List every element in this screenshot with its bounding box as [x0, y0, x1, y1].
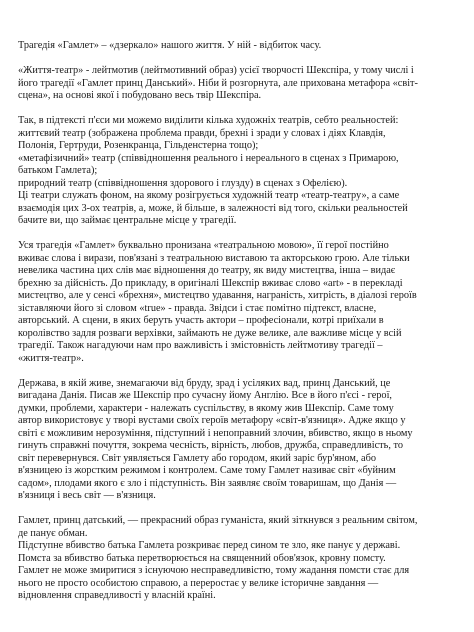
- text-line: світі є можливим нерозуміння, підступний і непоправний злочин, вбивство, якщо в ньому: [18, 427, 413, 439]
- text-line: вживає слова і вирази, пов'язані з театральною виставою та акторською грою. Але тільки: [18, 252, 410, 264]
- text-line: його трагедії «Гамлет принц Данський». Ніби й розгорнута, але прихована метафора «світ-: [18, 77, 418, 89]
- text-line: «Життя-театр» - лейтмотив (лейтмотивний образ) усієї творчості Шекспіра, у тому числі і: [18, 65, 414, 76]
- text-line: королівство задля розваги верхівки, займають не дуже велике, але важливе місце у всій: [18, 327, 402, 339]
- text-line: де панує обман.: [18, 527, 88, 539]
- text-line: автор використовує у творі вустами своїх героїв метафору «світ-в'язниця». Адже якщо у: [18, 415, 406, 426]
- text-line: думки, проблеми, характери - належать суспільству, в якому жив Шекспір. Саме тому: [18, 402, 394, 414]
- text-line: «метафізичний» театр (співвідношення реального і нереального в сценах з Примарою,: [18, 152, 399, 164]
- text-line: гинуть справжні почуття, зокрема чесність, вірність, любов, дружба, справедливість, то: [18, 440, 404, 451]
- text-line: садом», плодами якого є зло і підступність. Він заявляє своїм товаришам, що Данія —: [18, 477, 397, 489]
- paragraph-life-theatre: [18, 65, 458, 103]
- paragraph-hamlet-humanist: [18, 515, 458, 603]
- text-line: вигадана Данія. Писав же Шекспір про сучасну йому Англію. Все в його п'єсі - герої,: [18, 390, 393, 401]
- text-line: в'язницею із жорстким режимом і контролем. Саме тому Гамлет називає світ «буйним: [18, 465, 396, 476]
- text-line: нього не просто особистою справою, а переростає у велике історичне завдання —: [18, 577, 379, 589]
- paragraph-theatres: [18, 115, 458, 228]
- text-line: брехню за дійсність. До прикладу, в оригіналі Шекспір вживає слово «art» - в перекладі: [18, 277, 403, 289]
- text-line: Держава, в якій живе, знемагаючи від бруду, зрад і усіляких вад, принц Данський, це: [18, 377, 391, 389]
- document-page: [18, 40, 458, 615]
- text-line: Ці театри служать фоном, на якому розігрується художній театр «театр-театру», а саме: [18, 190, 400, 201]
- paragraph-intro: [18, 40, 458, 53]
- text-line: Полонія, Гертруди, Розенкранца, Гільденстерна тощо);: [18, 140, 259, 151]
- text-line: «життя-театр».: [18, 352, 84, 364]
- paragraph-theatrical-language: [18, 240, 458, 365]
- text-line: сцена», на основі якої і побудовано весь твір Шекспіра.: [18, 90, 262, 101]
- text-line: Гамлет не може змиритися з існуючою несправедливістю, тому жадання помсти стає для: [18, 565, 410, 576]
- text-line: відновлення справедливості у власній країні.: [18, 590, 216, 601]
- text-line: Помста за вбивство батька перетворюється на священний обов'язок, кровну помсту.: [18, 552, 386, 564]
- text-line: Уся трагедія «Гамлет» буквально пронизана «театральною мовою», її герої постійно: [18, 240, 389, 251]
- text-line: життєвий театр (зображена проблема правди, брехні і зради у словах і діях Клавдія,: [18, 127, 386, 139]
- text-line: взаємодія цих 3-ох театрів, а, може, й більше, в залежності від того, скільки реальностей: [18, 202, 408, 214]
- text-line: природний театр (співвідношення здорового і глузду) в сценах з Офелією).: [18, 177, 348, 189]
- text-line: Так, в підтексті п'єси ми можемо виділити кілька художніх театрів, себто реальностей:: [18, 115, 399, 126]
- text-line: мистецтво, але у сенсі «брехня», мистецтво удавання, награність, хитрість, в діалозі героїв: [18, 290, 417, 301]
- text-line: Трагедія «Гамлет» – «дзеркало» нашого життя. У ній - відбиток часу.: [18, 40, 322, 51]
- text-line: авторський. А сцени, в яких беруть участь актори – професіонали, котрі приїхали в: [18, 315, 384, 326]
- paragraph-world-prison: [18, 378, 458, 503]
- text-line: бачите ви, що займає центральне місце у трагедії.: [18, 215, 237, 226]
- text-line: Підступне вбивство батька Гамлета розкриває перед сином те зло, яке панує у державі.: [18, 540, 401, 551]
- text-line: трагедії. Також нагадуючи нам про важливість і змістовність лейтмотиву трагедії –: [18, 340, 383, 351]
- text-line: світ перевернувся. Світ уявляється Гамлету або городом, який заріс бур'яном, або: [18, 452, 377, 464]
- text-line: Гамлет, принц датський, — прекрасний образ гуманіста, який зіткнувся з реальним світом,: [18, 515, 418, 526]
- text-line: в'язниця і весь світ — в'язниця.: [18, 490, 156, 501]
- text-line: зіставляючи його зі словом «true» - правда. Звідси і стає помітно підтекст, власне,: [18, 302, 377, 314]
- text-line: невелика частина цих слів має відношення до театру, як виду мистецтва, інша – видає: [18, 265, 396, 276]
- text-line: батьком Гамлета);: [18, 165, 98, 176]
